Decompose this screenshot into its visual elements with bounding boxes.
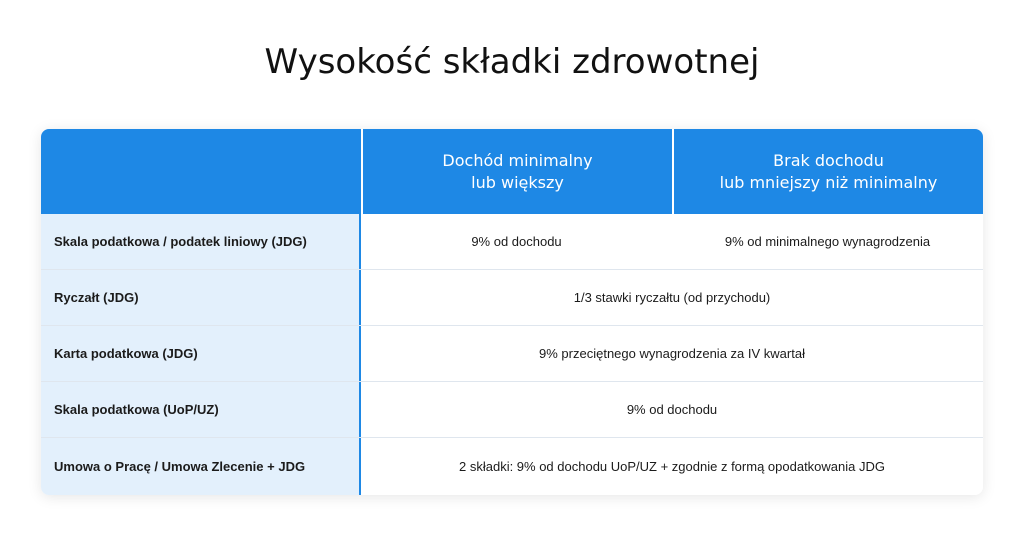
row-value-merged: 2 składki: 9% od dochodu UoP/UZ + zgodnie z formą opodatkowania JDG [459, 459, 885, 474]
table-row [41, 382, 983, 438]
row-value-merged: 1/3 stawki ryczałtu (od przychodu) [573, 290, 771, 305]
contribution-table [41, 129, 983, 495]
row-label: Ryczałt (JDG) [41, 270, 361, 325]
header-cell-no-income: Brak dochodu lub mniejszy niż minimalny [672, 129, 983, 214]
table-row [41, 214, 983, 270]
row-label: Umowa o Pracę / Umowa Zlecenie + JDG [41, 438, 361, 495]
row-value-no-income: 9% od minimalnego wynagrodzenia [724, 234, 931, 249]
page-title: Wysokość składki zdrowotnej [264, 42, 760, 82]
header-cell-minimum-income: Dochód minimalny lub większy [361, 129, 672, 214]
row-label: Skala podatkowa / podatek liniowy (JDG) [41, 214, 361, 269]
table-row [41, 326, 983, 382]
row-value-merged: 9% od dochodu [626, 402, 718, 417]
row-label: Karta podatkowa (JDG) [41, 326, 361, 381]
header-cell-empty [41, 129, 361, 214]
row-label: Skala podatkowa (UoP/UZ) [41, 382, 361, 437]
row-value-minimum-income: 9% od dochodu [471, 234, 562, 249]
table-body [41, 214, 983, 495]
table-header [41, 129, 983, 214]
table-row [41, 438, 983, 495]
table-row [41, 270, 983, 326]
row-value-merged: 9% przeciętnego wynagrodzenia za IV kwartał [539, 346, 805, 361]
